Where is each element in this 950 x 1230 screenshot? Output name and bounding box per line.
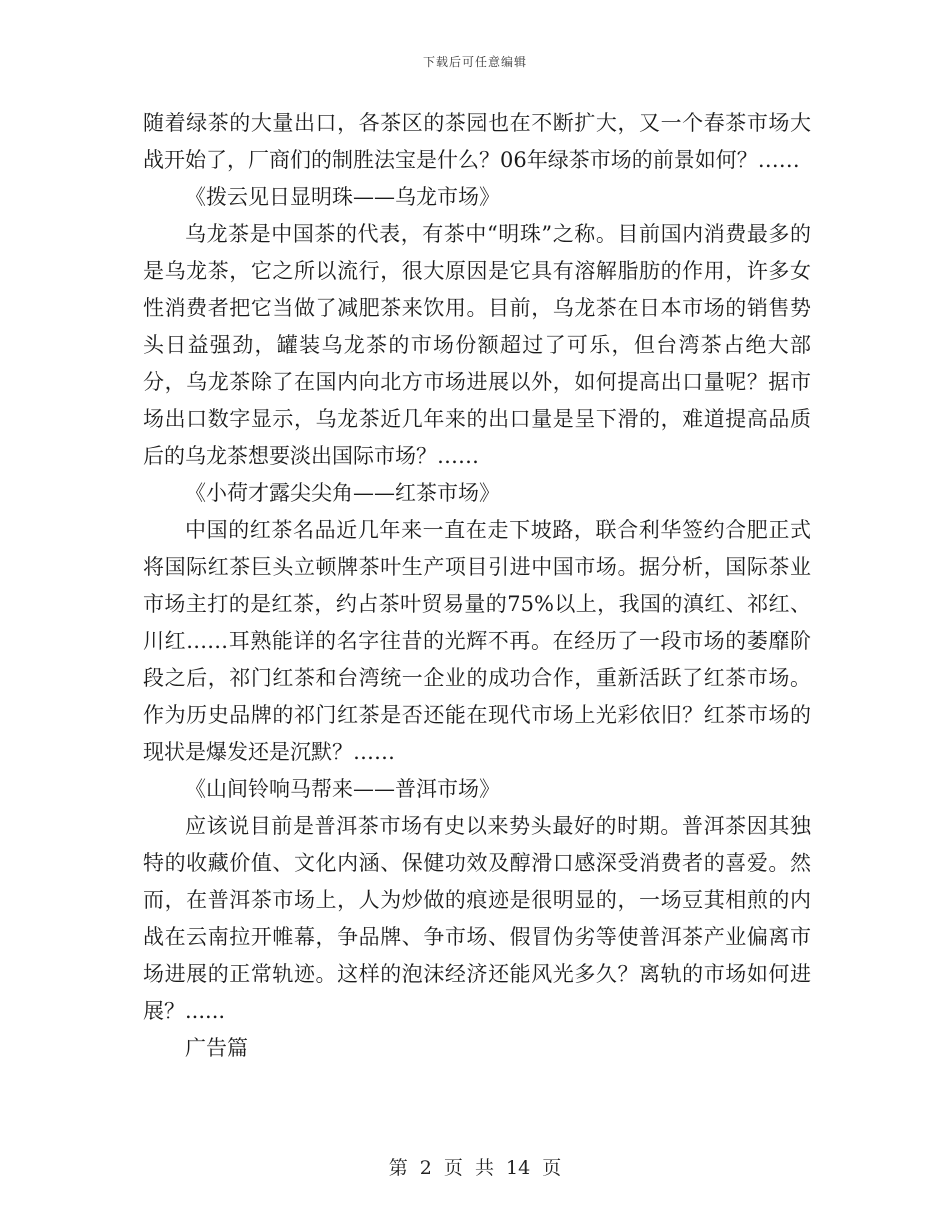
paragraph-puer: 应该说目前是普洱茶市场有史以来势头最好的时期。普洱茶因其独特的收藏价值、文化内涵、保健功效及醇滑口感深受消费者的喜爱。然而，在普洱茶市场上，人为炒做的痕迹是很明显的，一场豆萁相煎的内战在云南拉开帷幕，争品牌、争市场、假冒伪劣等使普洱茶产业偏离市场进展的正常轨迹。这样的泡沫经济还能风光多久？离轨的市场如何进展？...... bbox=[143, 814, 811, 1023]
document-body bbox=[143, 105, 811, 1067]
paragraph-green-tea: 随着绿茶的大量出口，各茶区的茶园也在不断扩大，又一个春茶市场大战开始了，厂商们的制胜法宝是什么？06年绿茶市场的前景如何？…… bbox=[143, 111, 811, 172]
section-title-puer: 《山间铃响马帮来——普洱市场》 bbox=[185, 777, 500, 801]
section-title-oolong: 《拨云见日显明珠——乌龙市场》 bbox=[185, 185, 500, 209]
paragraph-oolong: 乌龙茶是中国茶的代表，有茶中“明珠”之称。目前国内消费最多的是乌龙茶，它之所以流行，很大原因是它具有溶解脂肪的作用，许多女性消费者把它当做了减肥茶来饮用。目前，乌龙茶在日本市场的销售势头日益强劲，罐装乌龙茶的市场份额超过了可乐，但台湾茶占绝大部分，乌龙茶除了在国内向北方市场进展以外，如何提高出口量呢？据市场出口数字显示，乌龙茶近几年来的出口量是呈下滑的，难道提高品质后的乌龙茶想要淡出国际市场？…… bbox=[143, 222, 811, 468]
section-title-advertising: 广告篇 bbox=[185, 1036, 248, 1060]
paragraph-black-tea: 中国的红茶名品近几年来一直在走下坡路，联合利华签约合肥正式将国际红茶巨头立顿牌茶叶生产项目引进中国市场。据分析，国际茶业市场主打的是红茶，约占茶叶贸易量的75%以上，我国的滇红、祁红、川红……耳熟能详的名字往昔的光辉不再。在经历了一段市场的萎靡阶段之后，祁门红茶和台湾统一企业的成功合作，重新活跃了红茶市场。作为历史品牌的祁门红茶是否还能在现代市场上光彩依旧？红茶市场的现状是爆发还是沉默？…… bbox=[143, 518, 811, 764]
page-header: 下载后可任意编辑 bbox=[422, 55, 527, 69]
section-title-black-tea: 《小荷才露尖尖角——红茶市场》 bbox=[185, 481, 500, 505]
page-number-footer: 第 2 页 共 14 页 bbox=[388, 1157, 562, 1179]
